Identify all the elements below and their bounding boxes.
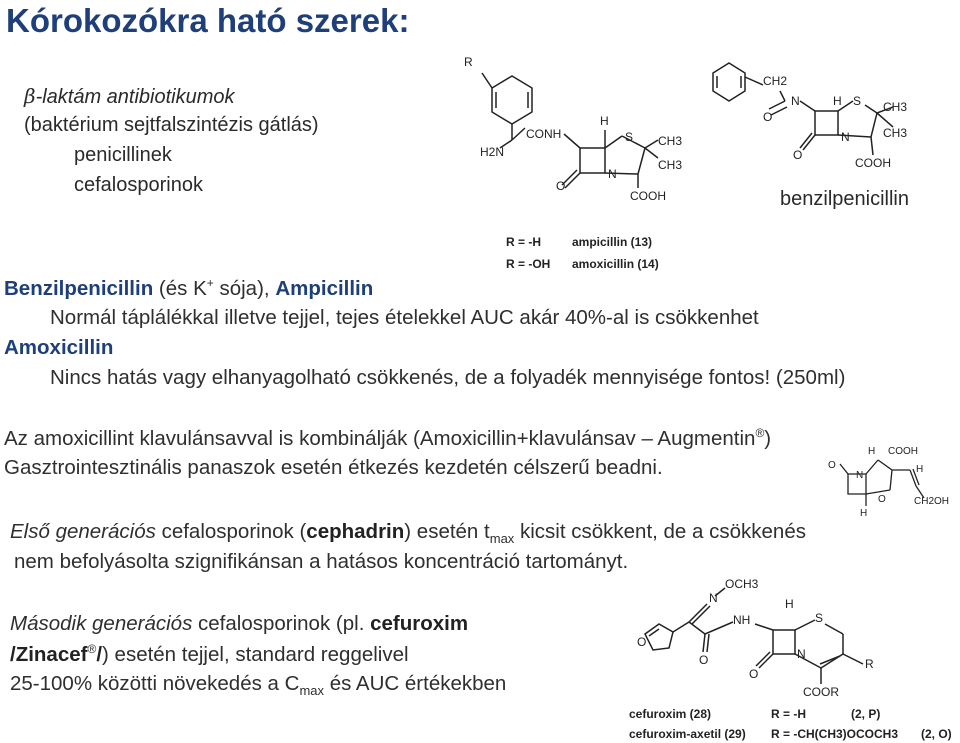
r-group-label: R bbox=[464, 55, 473, 69]
paragraph1-line3 bbox=[4, 336, 113, 360]
lactam-oxygen-label: O bbox=[749, 667, 759, 681]
ch2-label: CH2 bbox=[763, 74, 788, 88]
methyl-top-label: CH3 bbox=[658, 134, 683, 148]
amide-nh-label: NH bbox=[733, 613, 751, 627]
beta-lactam-label: -laktám antibiotikumok bbox=[35, 86, 235, 108]
lactam-oxygen-label: O bbox=[793, 148, 803, 162]
carbonyl-oxygen-label: O bbox=[556, 179, 566, 193]
sulfur-label: S bbox=[625, 130, 634, 144]
paragraph3-line2: nem befolyásolta szignifikánsan a hatásos koncentráció tartományt. bbox=[14, 550, 629, 573]
benzylpenicillin-structure bbox=[705, 55, 945, 185]
ring-nitrogen-label: N bbox=[841, 130, 850, 144]
intro-line-penicillins: penicillinek bbox=[74, 144, 172, 166]
drug-cephadrin: cephadrin bbox=[306, 520, 405, 543]
carboxyl-label: COOH bbox=[855, 156, 891, 170]
cephalosporin-text: cefalosporinok ( bbox=[155, 520, 307, 543]
ring-oxygen-label: O bbox=[878, 494, 886, 505]
drug-zinacef: /Zinacef bbox=[10, 643, 88, 666]
intro-line-beta-lactam bbox=[24, 84, 235, 109]
legend-r2: R = -OH bbox=[506, 257, 551, 271]
augmentin-text: Az amoxicillint klavulánsavval is kombinálják (Amoxicillin+klavulánsav – Augmentin bbox=[4, 427, 756, 450]
legend-cefuroxim: cefuroxim (28) bbox=[629, 707, 712, 721]
paragraph4-line1 bbox=[10, 612, 468, 636]
intro-line-mechanism: (baktérium sejtfalszintézis gátlás) bbox=[24, 114, 319, 136]
methyl-top-label: CH3 bbox=[883, 100, 908, 114]
sulfur-label: S bbox=[815, 611, 824, 625]
paragraph4-line2 bbox=[10, 642, 409, 667]
salt-text: (és K bbox=[153, 277, 207, 300]
ring-nitrogen-label: N bbox=[797, 647, 806, 661]
hydroxymethyl-label: CH2OH bbox=[914, 496, 950, 507]
intro-line-cephalosporins: cefalosporinok bbox=[74, 174, 203, 196]
cmax-subscript: max bbox=[299, 683, 325, 698]
paragraph1-line4: Nincs hatás vagy elhanyagolható csökkenés, de a folyadék mennyisége fontos! (250ml) bbox=[50, 366, 846, 389]
drug-benzylpenicillin: Benzilpenicillin bbox=[4, 277, 154, 300]
carbonyl-oxygen-label: O bbox=[828, 460, 836, 471]
cephalosporin-text: cefalosporinok (pl. bbox=[192, 612, 371, 635]
oxime-nitrogen-label: N bbox=[709, 591, 718, 605]
clavulanic-acid-structure bbox=[820, 440, 960, 520]
paragraph1-line2: Normál táplálékkal illetve tejjel, tejes ételekkel AUC akár 40%-al is csökkenhet bbox=[50, 306, 759, 329]
paragraph3-line1 bbox=[10, 520, 806, 546]
h-label: H bbox=[785, 597, 794, 611]
ampicillin-structure bbox=[460, 48, 690, 276]
legend-code2: (2, O) bbox=[921, 727, 952, 741]
drug-amoxicillin: Amoxicillin bbox=[4, 336, 114, 359]
first-generation-label: Első generációs bbox=[10, 520, 156, 543]
legend-r2: R = -CH(CH3)OCOCH3 bbox=[771, 727, 899, 741]
carboxyl-label: COOH bbox=[888, 446, 918, 457]
carboxyl-label: COOH bbox=[630, 189, 666, 203]
tmax-text: ) esetén t bbox=[404, 520, 490, 543]
h-bottom-label: H bbox=[860, 508, 868, 519]
paragraph4-line3 bbox=[10, 672, 506, 698]
conh-label: CONH bbox=[526, 127, 562, 141]
slash: / bbox=[96, 643, 103, 666]
legend-ampicillin: ampicillin (13) bbox=[572, 235, 653, 249]
amine-label: H2N bbox=[480, 145, 505, 159]
furan-oxygen-label: O bbox=[637, 635, 647, 649]
benzylpenicillin-caption: benzilpenicillin bbox=[780, 188, 909, 210]
paragraph1-line1 bbox=[4, 276, 373, 301]
beta-symbol: β bbox=[24, 84, 36, 108]
legend-r1: R = -H bbox=[771, 707, 807, 721]
h-top-label: H bbox=[868, 446, 876, 457]
paragraph2-line2: Gasztrointesztinális panaszok esetén étkezés kezdetén célszerű beadni. bbox=[4, 456, 663, 479]
registered-mark: ® bbox=[755, 426, 765, 440]
h-right-label: H bbox=[916, 464, 924, 475]
ring-nitrogen-label: N bbox=[608, 167, 617, 181]
amide-n-label: N bbox=[791, 94, 800, 108]
paragraph2-line1 bbox=[4, 426, 771, 451]
increase-text: 25-100% közötti növekedés a C bbox=[10, 672, 300, 695]
salt-rest: sója), bbox=[213, 277, 276, 300]
milk-text: ) esetén tejjel, standard reggelivel bbox=[102, 643, 409, 666]
methyl-bottom-label: CH3 bbox=[658, 158, 683, 172]
potassium-charge: + bbox=[206, 276, 214, 290]
amide-oxygen-label: O bbox=[699, 653, 709, 667]
amide-oxygen-label: O bbox=[763, 110, 773, 124]
drug-ampicillin: Ampicillin bbox=[275, 277, 374, 300]
legend-r1: R = -H bbox=[506, 235, 542, 249]
auc-text: és AUC értékekben bbox=[324, 672, 507, 695]
decrease-text: kicsit csökkent, de a csökkenés bbox=[514, 520, 806, 543]
legend-amoxicillin: amoxicillin (14) bbox=[572, 257, 659, 271]
ester-label: COOR bbox=[803, 685, 839, 699]
tmax-subscript: max bbox=[489, 531, 515, 546]
cefuroxime-structure bbox=[625, 572, 960, 743]
ring-nitrogen-label: N bbox=[856, 470, 864, 481]
methoxy-label: OCH3 bbox=[725, 577, 759, 591]
second-generation-label: Második generációs bbox=[10, 612, 193, 635]
r-group-label: R bbox=[865, 657, 874, 671]
h-label: H bbox=[600, 114, 609, 128]
sulfur-label: S bbox=[853, 94, 862, 108]
registered-mark: ® bbox=[87, 642, 97, 656]
drug-cefuroxim: cefuroxim bbox=[370, 612, 469, 635]
augmentin-close: ) bbox=[764, 427, 772, 450]
legend-cefuroxim-axetil: cefuroxim-axetil (29) bbox=[629, 727, 746, 741]
page-title: Kórokozókra ható szerek: bbox=[6, 2, 410, 39]
methyl-bottom-label: CH3 bbox=[883, 126, 908, 140]
h-label: H bbox=[833, 94, 842, 108]
legend-code1: (2, P) bbox=[851, 707, 881, 721]
